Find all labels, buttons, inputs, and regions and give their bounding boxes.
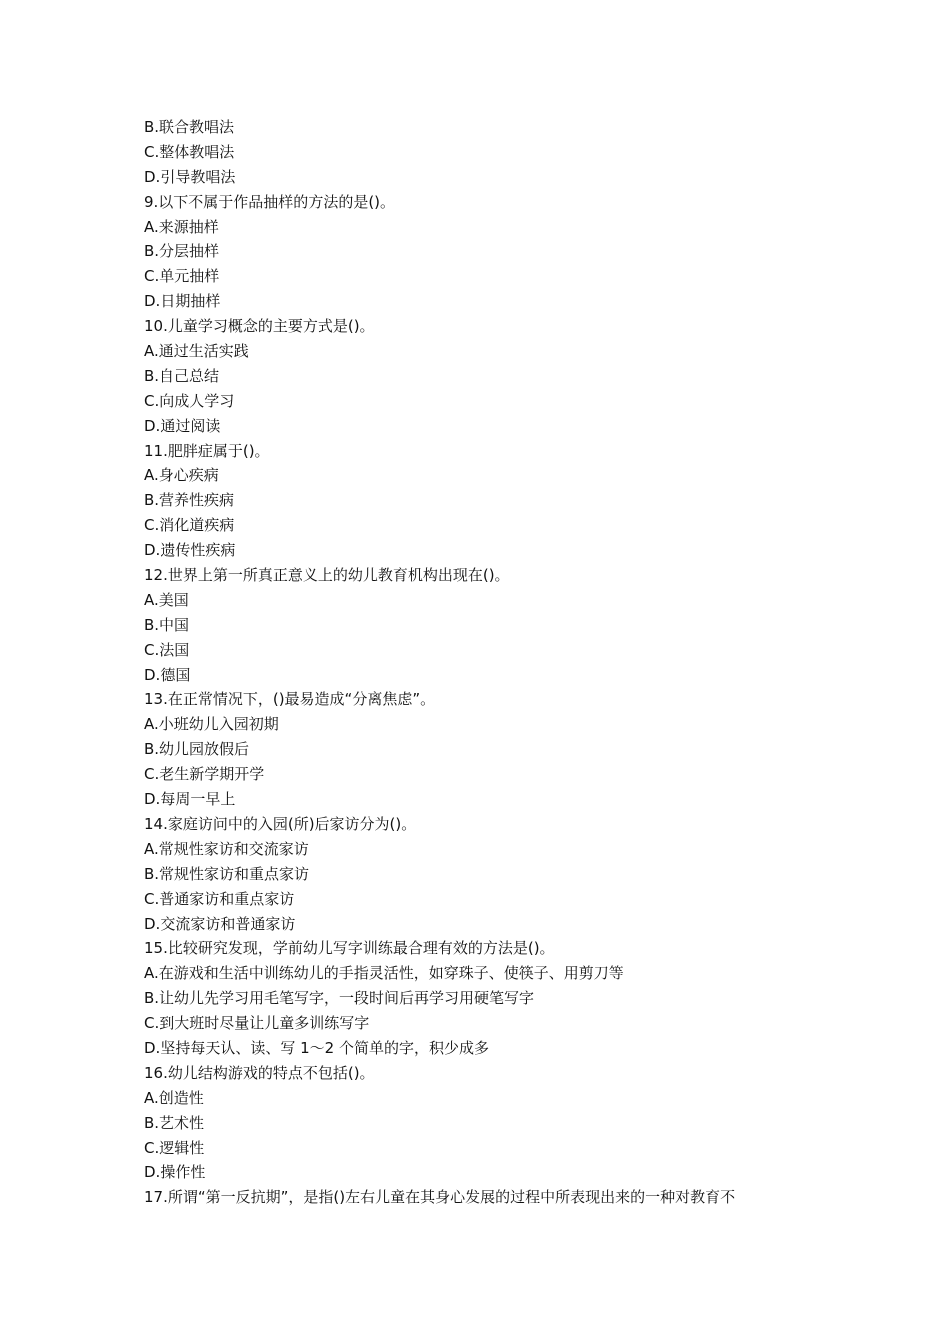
question-line: 12.世界上第一所真正意义上的幼儿教育机构出现在()。 (144, 566, 510, 585)
option-line: C.消化道疾病 (144, 516, 235, 535)
option-line: B.分层抽样 (144, 242, 220, 261)
question-line: 17.所谓“第一反抗期”，是指()左右儿童在其身心发展的过程中所表现出来的一种对教育不 (144, 1188, 736, 1207)
question-line: 15.比较研究发现，学前幼儿写字训练最合理有效的方法是()。 (144, 939, 555, 958)
question-line: 11.肥胖症属于()。 (144, 441, 270, 460)
option-line: A.小班幼儿入园初期 (144, 715, 279, 734)
option-line: B.营养性疾病 (144, 491, 235, 510)
option-line: A.通过生活实践 (144, 342, 249, 361)
option-line: C.向成人学习 (144, 391, 235, 410)
option-line: B.联合教唱法 (144, 118, 235, 136)
option-line: B.艺术性 (144, 1113, 205, 1132)
option-line: D.引导教唱法 (144, 167, 236, 186)
option-line: C.到大班时尽量让儿童多训练写字 (144, 1014, 370, 1033)
option-line: C.普通家访和重点家访 (144, 889, 295, 908)
option-line: D.遗传性疾病 (144, 541, 236, 560)
question-line: 13.在正常情况下，()最易造成“分离焦虑”。 (144, 690, 436, 709)
option-line: D.通过阅读 (144, 416, 221, 435)
option-line: A.身心疾病 (144, 466, 219, 485)
option-line: D.德国 (144, 665, 191, 684)
option-line: B.幼儿园放假后 (144, 740, 250, 759)
option-line: D.日期抽样 (144, 292, 221, 311)
option-line: C.整体教唱法 (144, 142, 235, 161)
option-line: A.来源抽样 (144, 217, 219, 236)
question-line: 16.幼儿结构游戏的特点不包括()。 (144, 1063, 375, 1082)
option-line: A.常规性家访和交流家访 (144, 839, 309, 858)
option-line: D.坚持每天认、读、写 1～2 个简单的字，积少成多 (144, 1038, 489, 1057)
option-line: A.美国 (144, 590, 189, 609)
question-line: 10.儿童学习概念的主要方式是()。 (144, 317, 375, 336)
option-line: C.逻辑性 (144, 1138, 205, 1157)
option-line: C.老生新学期开学 (144, 765, 265, 784)
option-line: A.在游戏和生活中训练幼儿的手指灵活性，如穿珠子、使筷子、用剪刀等 (144, 964, 624, 983)
option-line: D.每周一早上 (144, 790, 236, 809)
option-line: B.中国 (144, 615, 190, 634)
question-line: 14.家庭访问中的入园(所)后家访分为()。 (144, 814, 417, 833)
option-line: B.常规性家访和重点家访 (144, 864, 310, 883)
option-line: D.操作性 (144, 1163, 206, 1182)
option-line: B.让幼儿先学习用毛笔写字，一段时间后再学习用硬笔写字 (144, 989, 535, 1008)
option-line: A.创造性 (144, 1088, 204, 1107)
question-list (144, 115, 824, 1210)
question-line: 9.以下不属于作品抽样的方法的是()。 (144, 192, 396, 211)
option-line: B.自己总结 (144, 366, 220, 385)
option-line: C.单元抽样 (144, 267, 220, 286)
option-line: D.交流家访和普通家访 (144, 914, 296, 933)
option-line: C.法国 (144, 640, 190, 659)
